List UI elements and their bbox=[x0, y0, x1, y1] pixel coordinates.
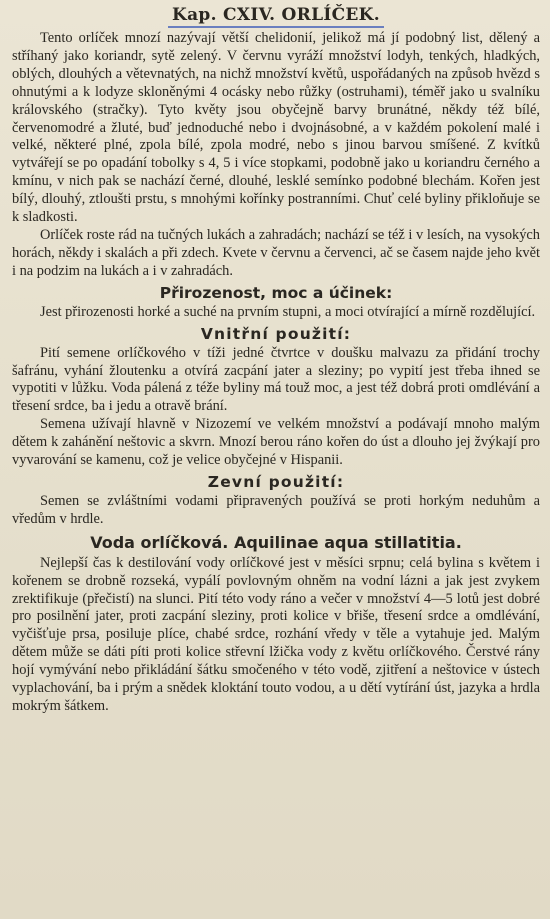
chapter-title bbox=[12, 4, 540, 28]
internal-use-paragraph-2: Semena užívají hlavně v Nizozemí ve velkém množství a podávají mnoho malým dětem k zahánění neštovic a skvrn. Mnozí berou ráno kořen do úst a dlouho jej žvýkají pro vyvarování se kamenu, což je velice obyčejné v Hispanii. bbox=[12, 416, 540, 469]
nature-paragraph: Jest přirozenosti horké a suché na prvním stupni, a moci otvírající a mírně rozdělující. bbox=[40, 303, 536, 320]
water-heading: Voda orlíčková. Aquilinae aqua stillatitia. bbox=[90, 532, 462, 552]
intro-paragraph-2: Orlíček roste rád na tučných lukách a zahradách; nachází se též i v lesích, na vysokých horách, někdy i skalách a při zdech. Kvete v červnu a červenci, ač se časem najde jeho květ i na podzim na lukách a i v zahradách. bbox=[12, 226, 540, 279]
intro-paragraph-1: Tento orlíček mnozí nazývají větší chelidonií, jelikož má jí podobný list, dělený a stříhaný jako koriandr, sytě zelený. V červnu vyráží množství lodyh, tenkých, hladkých, oblých, dlouhých a větevnatých, na nichž množství květů, uspořádaných na způsob hvězd s ohnutými a k lodyze skloněnými 4 ocásky nebo růžky (ostruhami), téměř jako u svalníku královského (stračky). Tyto květy jsou obyčejně barvy brunátné, někdy též bílé, červenomodré a žluté, buď jednoduché nebo i dvojnásobné, a v každém pokolení malé i velké, některé plné, zpola bílé, zpola modré, nebo s jinou barvou smíšené. Z kvítků vytvářejí se po opadání tobolky s 4, 5 i více stopkami, podobně jako u koriandru černého a kmínu, v nich pak se nachází černé, dlouhé, lesklé semínko podobné blechám. Kořen jest bílý, dlouhý, ztloušti prstu, s mnohými kořínky postranními. Chuť celé byliny přikloňuje se k sladkosti. bbox=[12, 30, 540, 226]
external-use-paragraph: Semen se zvláštními vodami připravených používá se proti horkým neduhům a vředům v hrdle. bbox=[12, 492, 540, 527]
internal-use-heading: Vnitřní použití: bbox=[200, 324, 352, 343]
external-use-heading: Zevní použití: bbox=[207, 472, 345, 491]
water-paragraph: Nejlepší čas k destilování vody orlíčkové jest v měsíci srpnu; celá bylina s květem i kořenem se drobně rozseká, vypálí povlovným ohněm na vodní lázni a jak jest zvykem zrektifikuje (přečistí) na slunci. Pití této vody ráno a večer v množství 4—5 lotů jest dobré pro posilnění jater, proti zacpání sleziny, proti kolice v břiše, třesení srdce a omdlévání, vyčišťuje prsa, posiluje plíce, chabé srdce, rozhání vředy v těle a vytahuje jed. Malým dětem může se dáti píti proti kolice střevní lžička vody z květu orlíčkového. Čerstvé rány hojí vymývání nebo přikládání šátku smočeného v této vodě, zjitření a neštovice v ústech vyplachování, ba i prým a snědek kloktání touto vodou, a u dětí vytírání úst, jazyka a hrdla mokrým šátkem. bbox=[12, 554, 540, 714]
chapter-title-text: Kap. CXIV. ORLÍČEK. bbox=[168, 4, 384, 28]
nature-heading: Přirozenost, moc a účinek: bbox=[159, 283, 393, 302]
internal-use-paragraph-1: Pití semene orlíčkového v tíži jedné čtvrtce v doušku malvazu za přidání trochy šafránu, vyhání žloutenku a otvírá zacpání jater a sleziny; po vypití jest třeba ihned se vypotiti v lůžku. Voda pálená z téže byliny má touž moc, a jest též dobrá proti omdlévání a třesení srdce, ba i jedu a otravě brání. bbox=[12, 344, 540, 415]
